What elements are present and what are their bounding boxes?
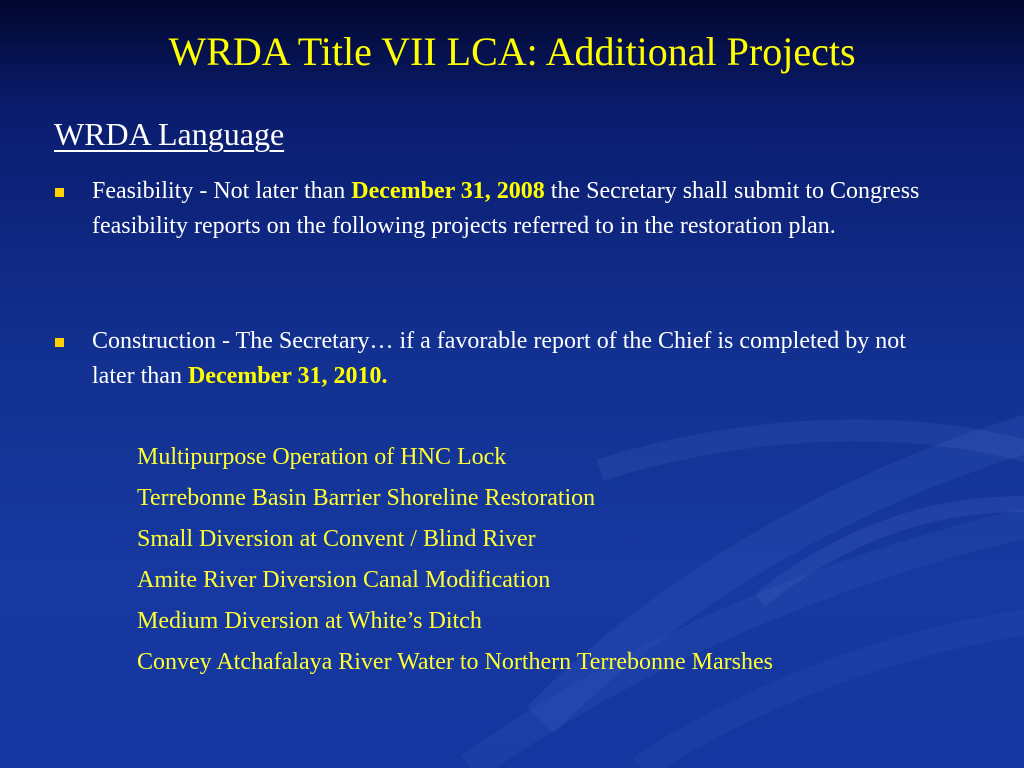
bullet-text-before: Feasibility - Not later than bbox=[92, 178, 352, 204]
project-item: Multipurpose Operation of HNC Lock bbox=[137, 444, 507, 470]
project-list bbox=[137, 437, 773, 683]
bullet-construction-text bbox=[92, 324, 935, 394]
square-bullet-icon bbox=[55, 338, 64, 347]
project-item: Terrebonne Basin Barrier Shoreline Restoration bbox=[137, 485, 596, 511]
bullet-text-after: . bbox=[381, 363, 388, 389]
project-item: Small Diversion at Convent / Blind River bbox=[137, 526, 536, 552]
square-bullet-icon bbox=[55, 188, 64, 197]
bullet-feasibility bbox=[55, 174, 935, 244]
highlighted-date: December 31, 2008 bbox=[351, 178, 545, 204]
slide-title: WRDA Title VII LCA: Additional Projects bbox=[168, 29, 856, 74]
highlighted-date: December 31, 2010 bbox=[187, 363, 382, 389]
project-item: Amite River Diversion Canal Modification bbox=[137, 567, 551, 593]
project-item: Convey Atchafalaya River Water to Northern Terrebonne Marshes bbox=[137, 649, 773, 675]
bullet-text-before: Construction - The Secretary… if a favorable report of the Chief is completed by not later than bbox=[92, 328, 906, 389]
section-heading: WRDA Language bbox=[54, 116, 285, 152]
project-item: Medium Diversion at White’s Ditch bbox=[137, 608, 482, 634]
bullet-text-after: the Secretary shall submit to Congress feasibility reports on the following projects referred to in the restoration plan. bbox=[92, 178, 920, 239]
bullet-feasibility-text bbox=[92, 174, 935, 244]
bullet-construction bbox=[55, 324, 935, 394]
